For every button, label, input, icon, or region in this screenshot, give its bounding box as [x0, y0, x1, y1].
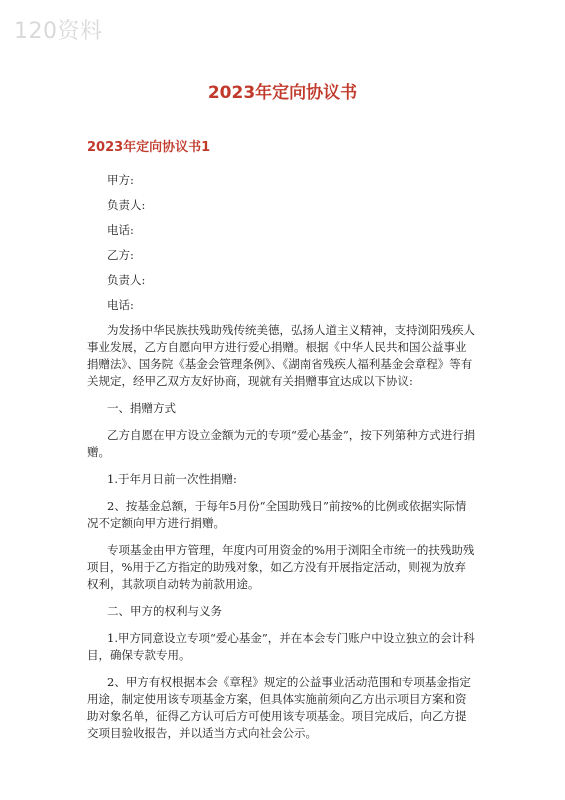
field-party-a-contact: 负责人: — [107, 198, 146, 212]
field-party-b-phone: 电话: — [107, 298, 134, 312]
field-party-a: 甲方: — [107, 173, 134, 187]
field-party-b-contact: 负责人: — [107, 273, 146, 287]
paragraph-rights-1: 1.甲方同意设立专项“爱心基金”，并在本会专门账户中设立独立的会计科目，确保专款专用。 — [87, 631, 475, 662]
document-body — [87, 172, 477, 752]
paragraph-option-1: 1.于年月日前一次性捐赠: — [107, 472, 237, 486]
field-party-a-phone: 电话: — [107, 223, 134, 237]
heading-donation-method: 一、捐赠方式 — [107, 401, 176, 415]
field-party-b: 乙方: — [107, 248, 134, 262]
paragraph-rights-2: 2、甲方有权根据本会《章程》规定的公益事业活动范围和专项基金指定用途，制定使用该专项基金方案，但具体实施前须向乙方出示项目方案和资助对象名单，征得乙方认可后方可使用该专项基金。项目完成后，向乙方提交项目验收报告，并以适当方式向社会公示。 — [87, 675, 471, 740]
document-title: 2023年定向协议书 — [207, 83, 358, 103]
section-title: 2023年定向协议书1 — [87, 140, 211, 155]
paragraph-preamble: 为发扬中华民族扶残助残传统美德，弘扬人道主义精神，支持浏阳残疾人事业发展，乙方自愿向甲方进行爱心捐赠。根据《中华人民共和国公益事业捐赠法》、国务院《基金会管理条例》、《湖南省残疾人福利基金会章程》等有关规定，经甲乙双方友好协商，现就有关捐赠事宜达成以下协议: — [87, 323, 475, 388]
paragraph-fund-management: 专项基金由甲方管理，年度内可用资金的%用于浏阳全市统一的扶残助残项目，%用于乙方指定的助残对象，如乙方没有开展指定活动，则视为放弃权利，其款项自动转为前款用途。 — [87, 543, 475, 591]
heading-party-a-rights: 二、甲方的权利与义务 — [107, 604, 222, 618]
paragraph-donation-fund: 乙方自愿在甲方设立金额为元的专项“爱心基金”，按下列第种方式进行捐赠。 — [87, 428, 476, 459]
watermark: 120资料 — [14, 19, 103, 44]
paragraph-option-2: 2、按基金总额，于每年5月份“全国助残日”前按%的比例或依据实际情况不定额向甲方进行捐赠。 — [87, 499, 467, 530]
